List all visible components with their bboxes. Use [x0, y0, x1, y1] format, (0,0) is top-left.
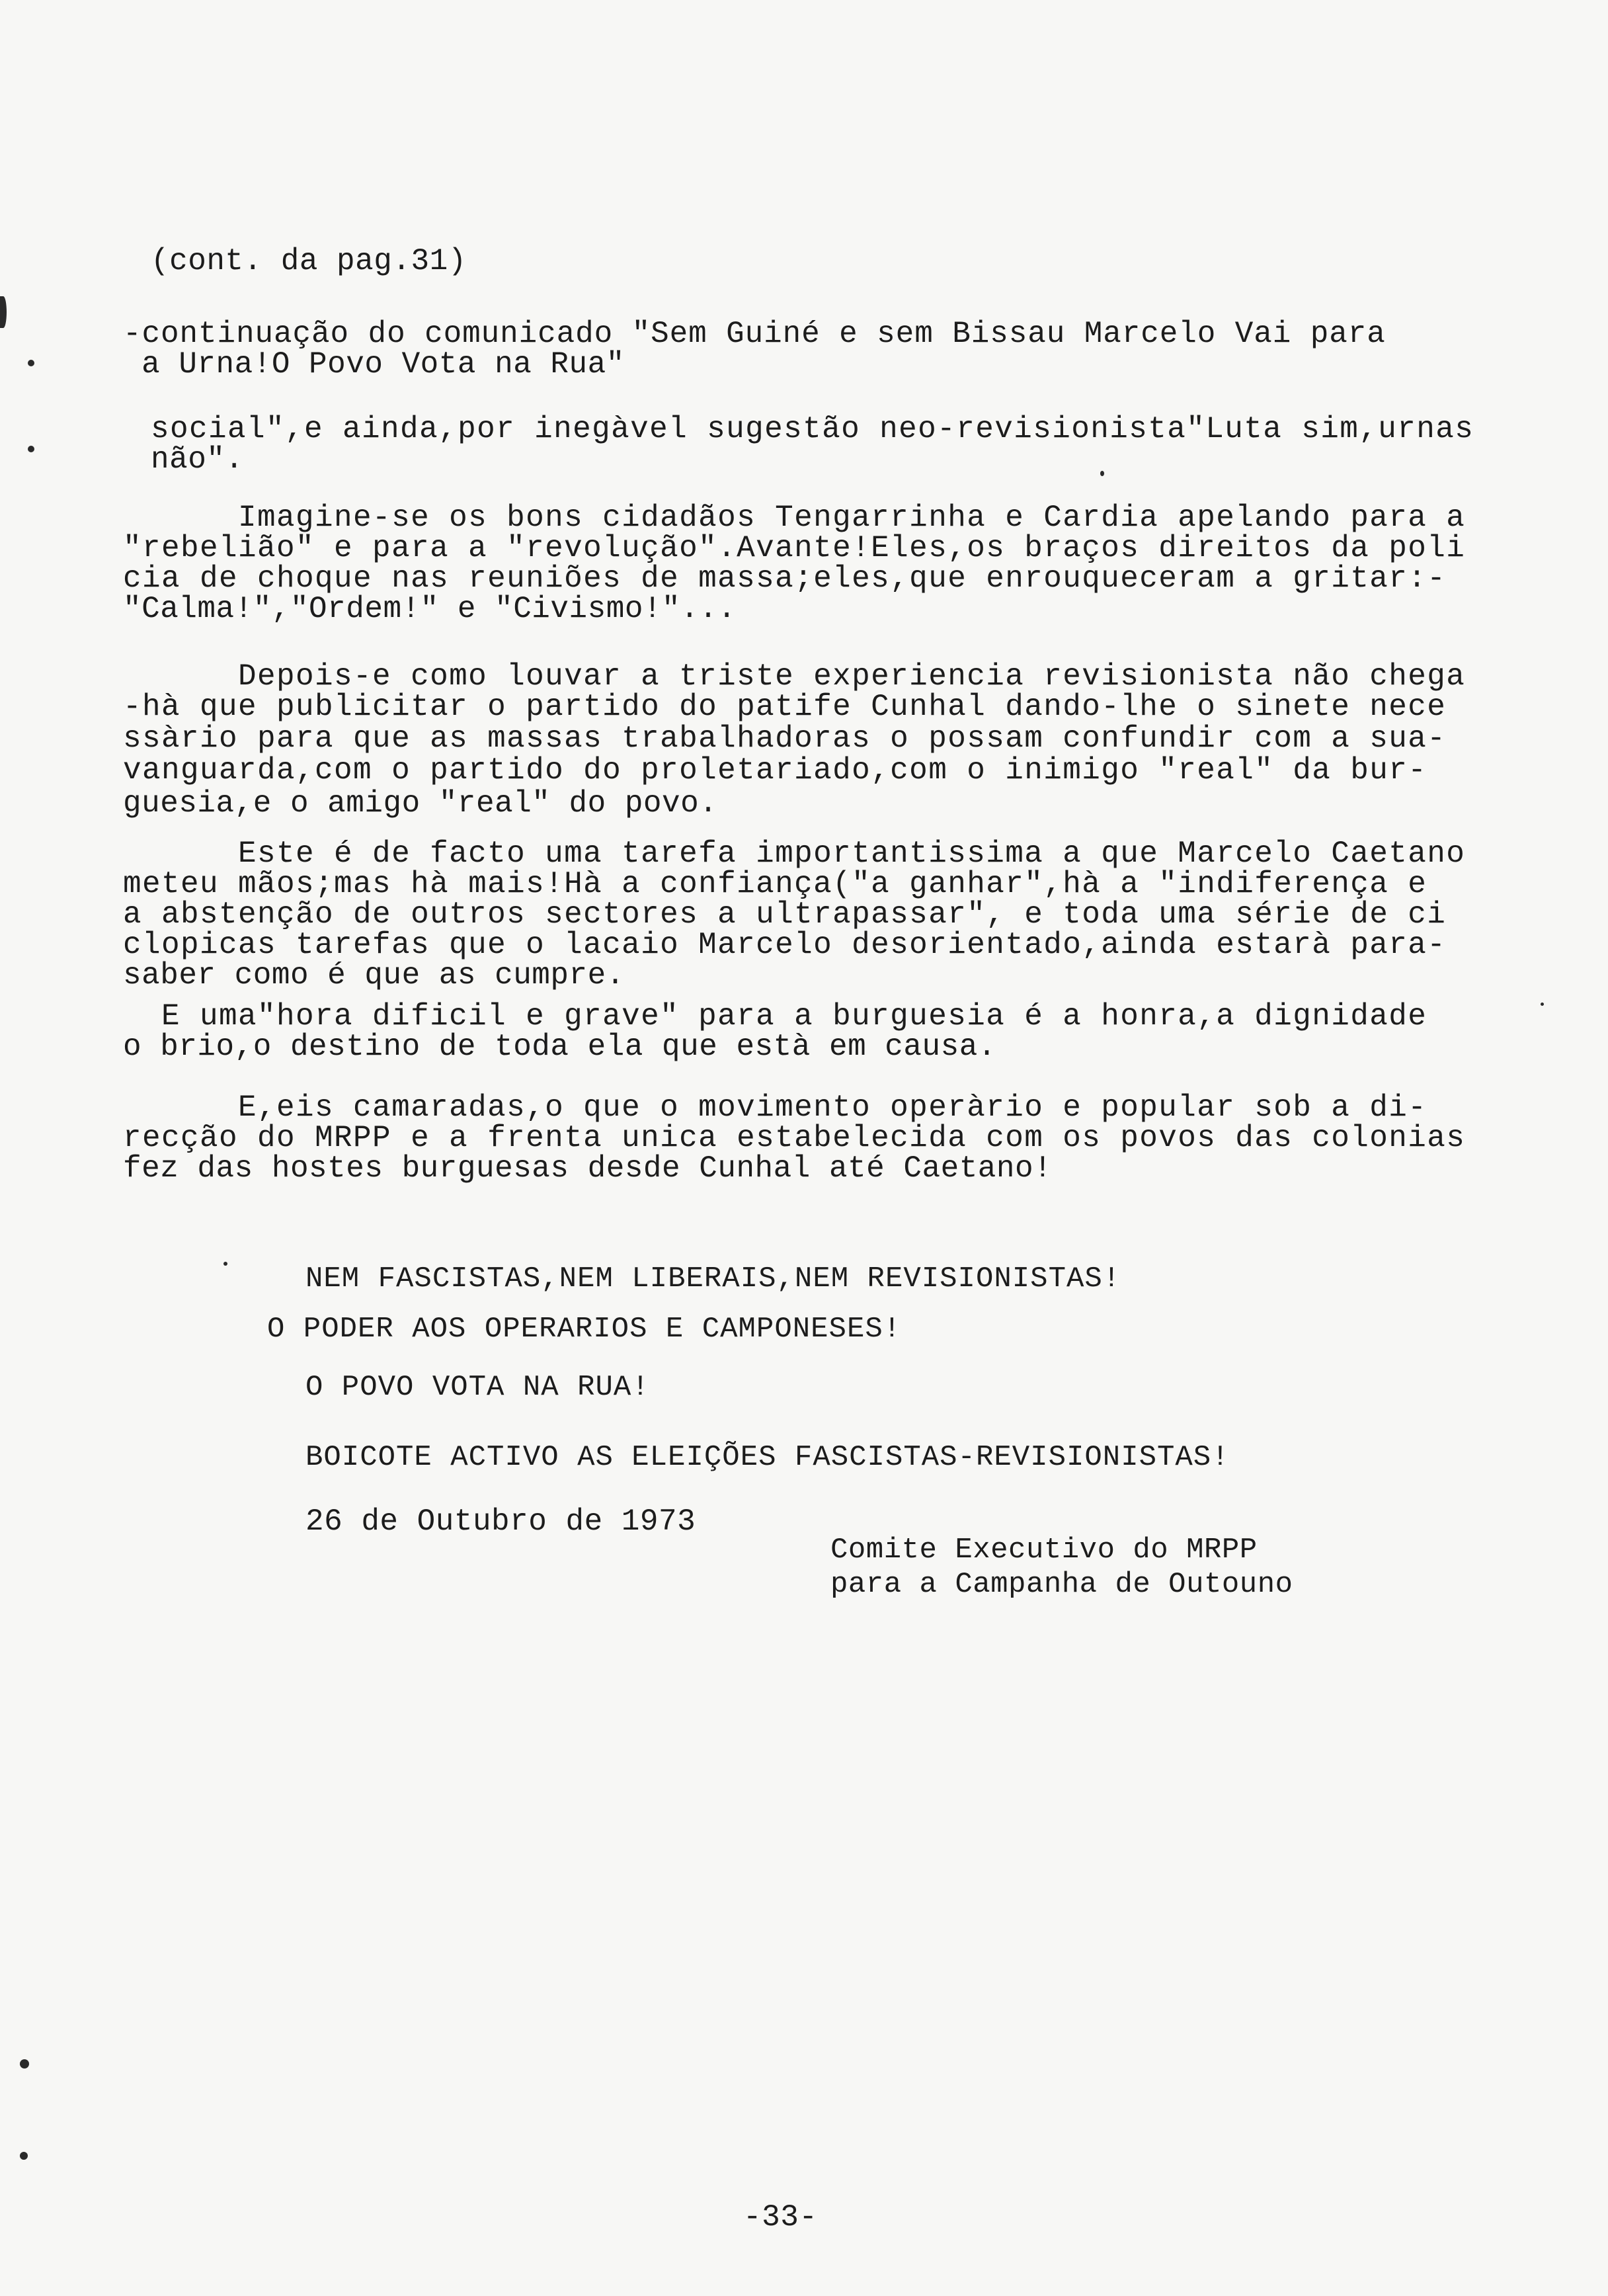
paragraph-2-line-4: "Calma!","Ordem!" e "Civismo!"...	[123, 592, 737, 626]
paragraph-2-line-1: Imagine-se os bons cidadãos Tengarrinha e Cardia apelando para a	[123, 501, 1466, 535]
paragraph-3-line-4: vanguarda,com o partido do proletariado,com o inimigo "real" da bur-	[123, 753, 1427, 788]
scan-mark	[1100, 471, 1104, 476]
intro-line-1: -continuação do comunicado "Sem Guiné e sem Bissau Marcelo Vai para	[123, 317, 1386, 351]
paragraph-4-line-7: o brio,o destino de toda ela que està em causa.	[123, 1030, 996, 1064]
paragraph-5-line-3: fez das hostes burguesas desde Cunhal até Caetano!	[123, 1151, 1053, 1186]
paragraph-4-line-6: E uma"hora dificil e grave" para a burguesia é a honra,a dignidade	[123, 999, 1427, 1034]
paragraph-5-line-1: E,eis camaradas,o que o movimento operàrio e popular sob a di-	[123, 1090, 1427, 1125]
slogan-2: O PODER AOS OPERARIOS E CAMPONESES!	[267, 1313, 902, 1346]
paragraph-3-line-2: -hà que publicitar o partido do patife Cunhal dando-lhe o sinete nece	[123, 690, 1447, 724]
scan-mark	[20, 2059, 29, 2069]
paragraph-4-line-3: a abstenção de outros sectores a ultrapassar", e toda uma série de ci	[123, 897, 1447, 932]
slogan-1: NEM FASCISTAS,NEM LIBERAIS,NEM REVISIONISTAS!	[305, 1262, 1121, 1295]
intro-line-2: a Urna!O Povo Vota na Rua"	[123, 347, 625, 382]
scan-mark	[28, 446, 34, 452]
scan-mark	[0, 296, 7, 328]
document-date: 26 de Outubro de 1973	[305, 1504, 696, 1539]
slogan-4: BOICOTE ACTIVO AS ELEIÇÕES FASCISTAS-REVISIONISTAS!	[305, 1441, 1230, 1474]
slogan-3: O POVO VOTA NA RUA!	[305, 1371, 650, 1404]
paragraph-4-line-2: meteu mãos;mas hà mais!Hà a confiança("a ganhar",hà a "indiferença e	[123, 867, 1427, 901]
signature-line-2: para a Campanha de Outouno	[830, 1568, 1293, 1601]
page-number: -33-	[743, 2200, 818, 2234]
paragraph-4-line-5: saber como é que as cumpre.	[123, 958, 625, 993]
scan-mark	[1541, 1003, 1544, 1006]
paragraph-3-line-3: ssàrio para que as massas trabalhadoras o possam confundir com a sua-	[123, 721, 1447, 756]
paragraph-2-line-2: "rebelião" e para a "revolução".Avante!Eles,os braços direitos da poli	[123, 531, 1466, 565]
signature-line-1: Comite Executivo do MRPP	[830, 1534, 1258, 1567]
paragraph-3-line-5: guesia,e o amigo "real" do povo.	[123, 786, 718, 821]
paragraph-1-line-1: social",e ainda,por inegàvel sugestão neo-revisionista"Luta sim,urnas	[151, 412, 1474, 446]
paragraph-3-line-1: Depois-e como louvar a triste experiencia revisionista não chega	[123, 659, 1466, 694]
scan-mark	[223, 1262, 227, 1266]
paragraph-2-line-3: cia de choque nas reuniões de massa;eles,que enrouqueceram a gritar:-	[123, 561, 1447, 596]
continuation-reference: (cont. da pag.31)	[151, 244, 467, 278]
scan-mark	[20, 2152, 28, 2160]
paragraph-4-line-1: Este é de facto uma tarefa importantissima a que Marcelo Caetano	[123, 837, 1466, 871]
paragraph-5-line-2: recção do MRPP e a frenta unica estabelecida com os povos das colonias	[123, 1121, 1466, 1155]
paragraph-1-line-2: não".	[151, 442, 244, 477]
scan-mark	[28, 360, 34, 366]
paragraph-4-line-4: clopicas tarefas que o lacaio Marcelo desorientado,ainda estarà para-	[123, 928, 1447, 962]
